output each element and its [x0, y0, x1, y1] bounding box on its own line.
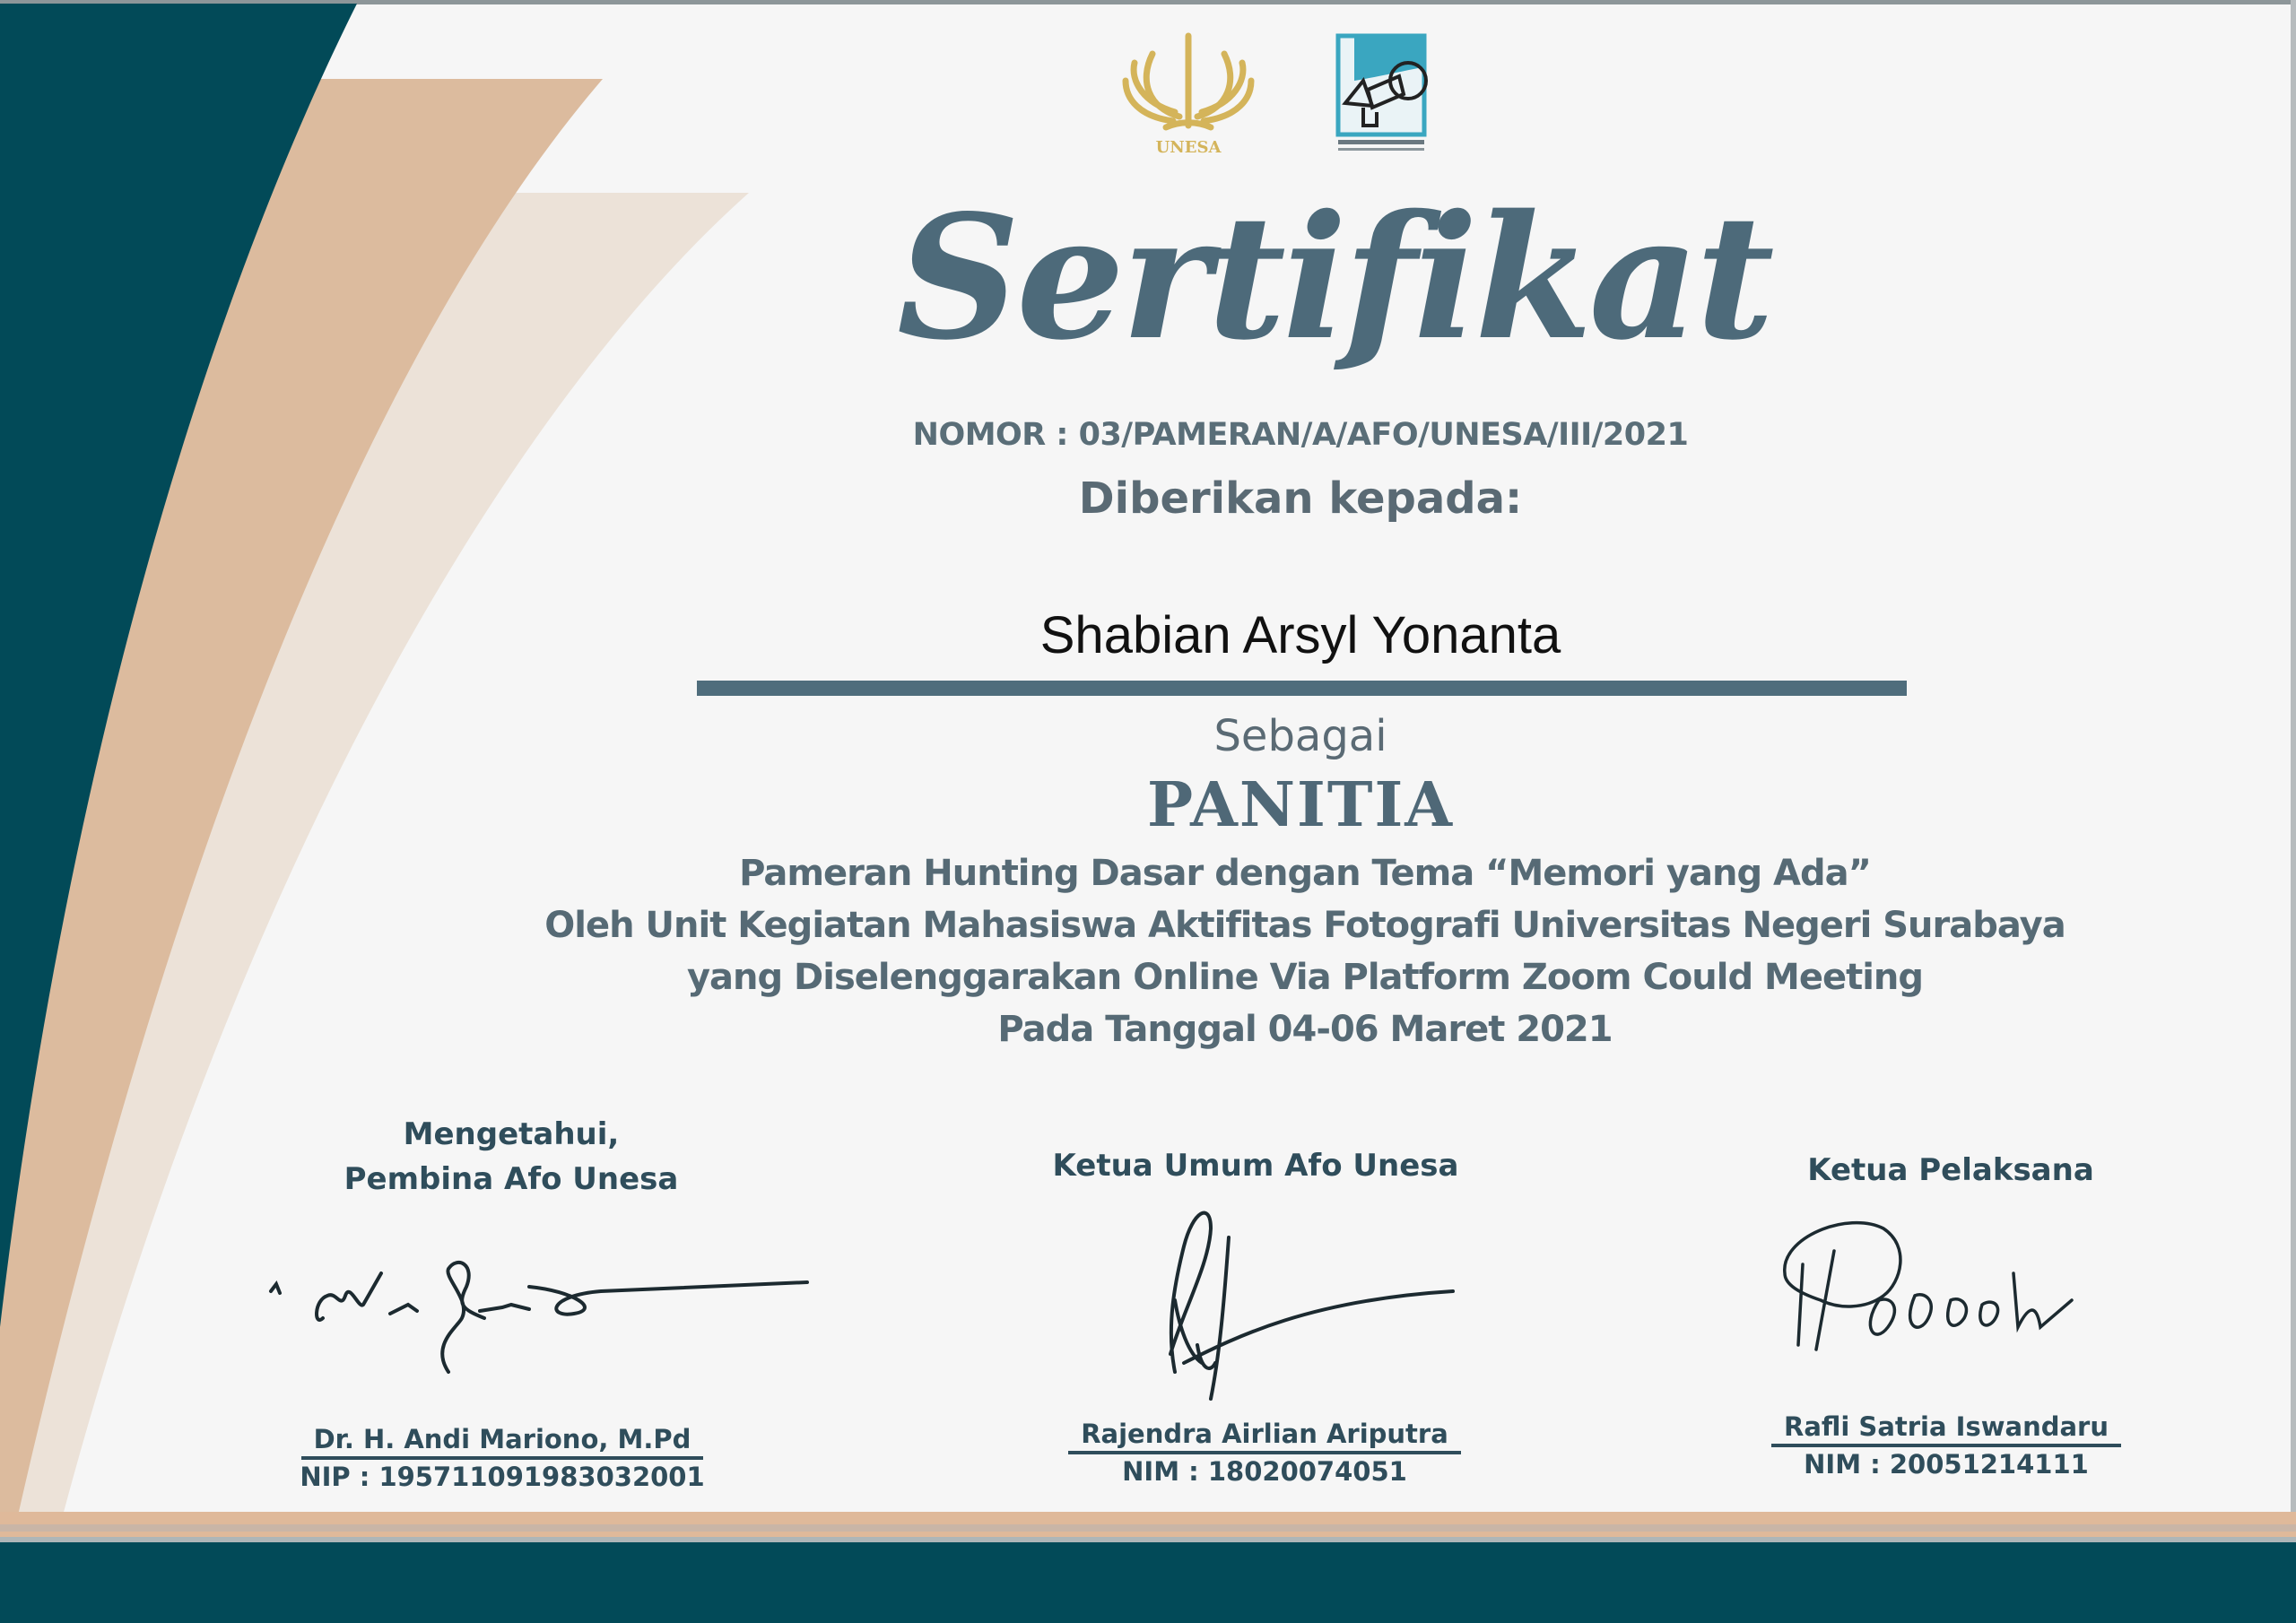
signatory-advisor [269, 1424, 735, 1492]
signatory-id: NIP : 195711091983032001 [300, 1462, 705, 1492]
signatory-chair [1067, 1419, 1462, 1487]
role-title: PANITIA [1146, 769, 1455, 841]
right-border [2291, 0, 2296, 1623]
certificate-number: NOMOR : 03/PAMERAN/A/AFO/UNESA/III/2021 [912, 417, 1689, 453]
as-label: Sebagai [1213, 711, 1387, 761]
signatory-organizer-label [1749, 1148, 2152, 1193]
description-line: Oleh Unit Kegiatan Mahasiswa Aktifitas Fotografi Universitas Negeri Surabaya [544, 905, 2066, 946]
signatory-label-line2: Pembina Afo Unesa [344, 1161, 679, 1197]
description-line: Pameran Hunting Dasar dengan Tema “Memori yang Ada” [739, 853, 1871, 894]
bottom-tan-band-shade [0, 1524, 2296, 1532]
event-description [448, 847, 2161, 1055]
svg-text:UNESA: UNESA [1155, 138, 1222, 157]
signatory-name: Rafli Satria Iswandaru [1771, 1411, 2121, 1447]
logo-row [1121, 27, 1444, 161]
signatory-label-line1: Ketua Umum Afo Unesa [1052, 1148, 1459, 1184]
unesa-logo-icon [1121, 27, 1256, 161]
signatory-id: NIM : 18020074051 [1122, 1456, 1407, 1487]
description-line: yang Diselenggarakan Online Via Platform Zoom Could Meeting [686, 957, 1924, 998]
bottom-dark-teal-band [0, 1542, 2296, 1623]
recipient-name: Shabian Arsyl Yonanta [1039, 606, 1561, 664]
signatory-name: Dr. H. Andi Mariono, M.Pd [301, 1424, 704, 1460]
afo-logo-icon [1327, 27, 1435, 161]
signatory-name: Rajendra Airlian Ariputra [1068, 1419, 1461, 1454]
signatory-id: NIM : 20051214111 [1804, 1449, 2089, 1480]
signature-organizer-icon [1767, 1211, 2090, 1372]
signatory-advisor-label [269, 1112, 753, 1202]
description-line: Pada Tanggal 04-06 Maret 2021 [997, 1009, 1613, 1050]
signatory-chair-label [1013, 1143, 1498, 1188]
signature-chair-icon [1148, 1193, 1471, 1417]
signatory-label-line1: Ketua Pelaksana [1807, 1152, 2094, 1188]
signatory-organizer [1758, 1411, 2135, 1480]
signature-advisor-icon [260, 1255, 825, 1390]
given-to-label: Diberikan kepada: [1078, 473, 1523, 524]
signatory-label-line1: Mengetahui, [403, 1116, 620, 1152]
certificate-title: Sertifikat [897, 178, 1771, 378]
name-underline-divider [697, 681, 1907, 696]
